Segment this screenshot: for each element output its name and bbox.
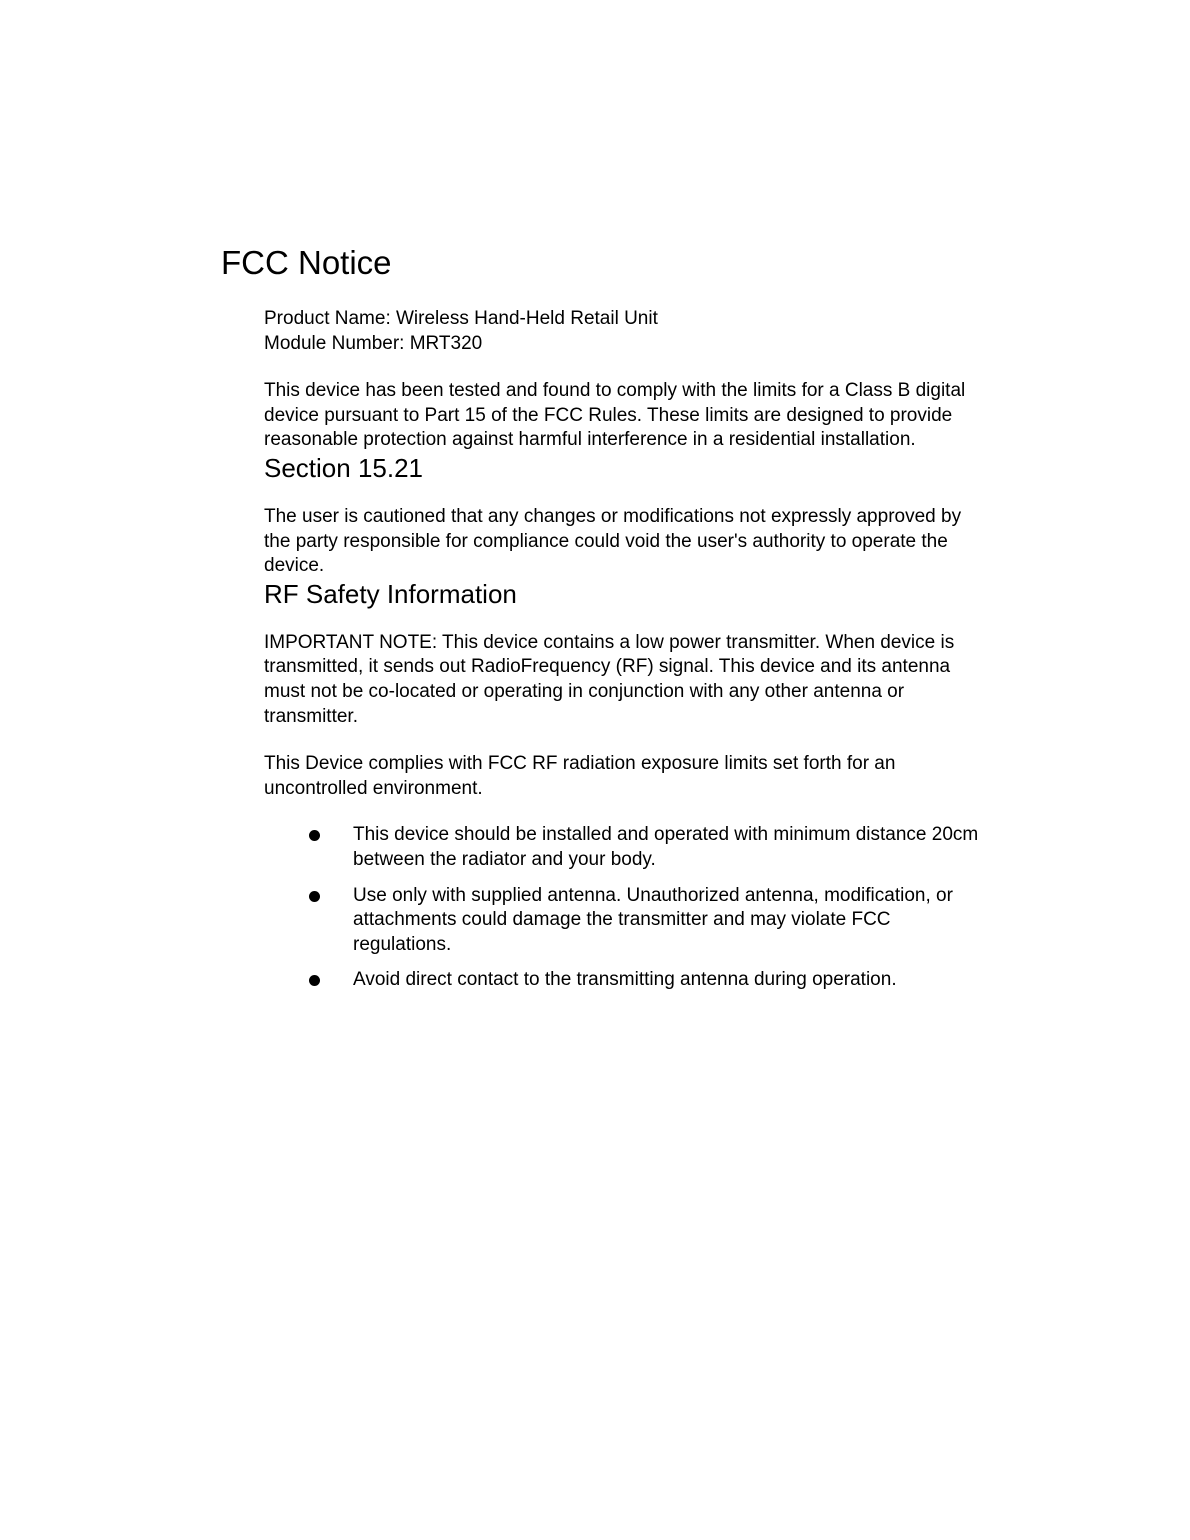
rf-exposure-text: This Device complies with FCC RF radiation exposure limits set forth for an uncontrolled environment. xyxy=(264,753,896,799)
page-title: FCC Notice xyxy=(221,244,392,281)
list-item xyxy=(264,968,984,993)
module-number-line: Module Number: MRT320 xyxy=(264,332,483,354)
list-item-text: Avoid direct contact to the transmitting antenna during operation. xyxy=(353,969,897,991)
compliance-paragraph: This device has been tested and found to comply with the limits for a Class B digital device pursuant to Part 15 of the FCC Rules. These limits are designed to provide reasonable protection against harmful interference in a residential installation. xyxy=(264,380,966,451)
list-item-text: This device should be installed and operated with minimum distance 20cm between the radiator and your body. xyxy=(353,824,979,870)
bullet-icon xyxy=(309,975,320,986)
bullet-icon xyxy=(309,830,320,841)
rf-safety-heading: RF Safety Information xyxy=(264,578,517,609)
bullet-icon xyxy=(309,891,320,902)
list-item xyxy=(264,823,984,872)
list-item xyxy=(264,884,984,958)
product-info xyxy=(264,307,984,356)
section-1521-text: The user is cautioned that any changes or modifications not expressly approved by the party responsible for compliance could void the user's authority to operate the device. xyxy=(264,505,962,577)
product-name-line: Product Name: Wireless Hand-Held Retail Unit xyxy=(264,308,658,329)
section-1521-heading: Section 15.21 xyxy=(264,452,424,483)
rf-bullet-list xyxy=(264,823,984,993)
document-body xyxy=(264,307,984,1004)
rf-important-note: IMPORTANT NOTE: This device contains a low power transmitter. When device is transmitted, it sends out RadioFrequency (RF) signal. This device and its antenna must not be co-located or operating in conjunction with any other antenna or transmitter. xyxy=(264,631,955,727)
list-item-text: Use only with supplied antenna. Unauthorized antenna, modification, or attachments could damage the transmitter and may violate FCC regulations. xyxy=(353,884,953,955)
